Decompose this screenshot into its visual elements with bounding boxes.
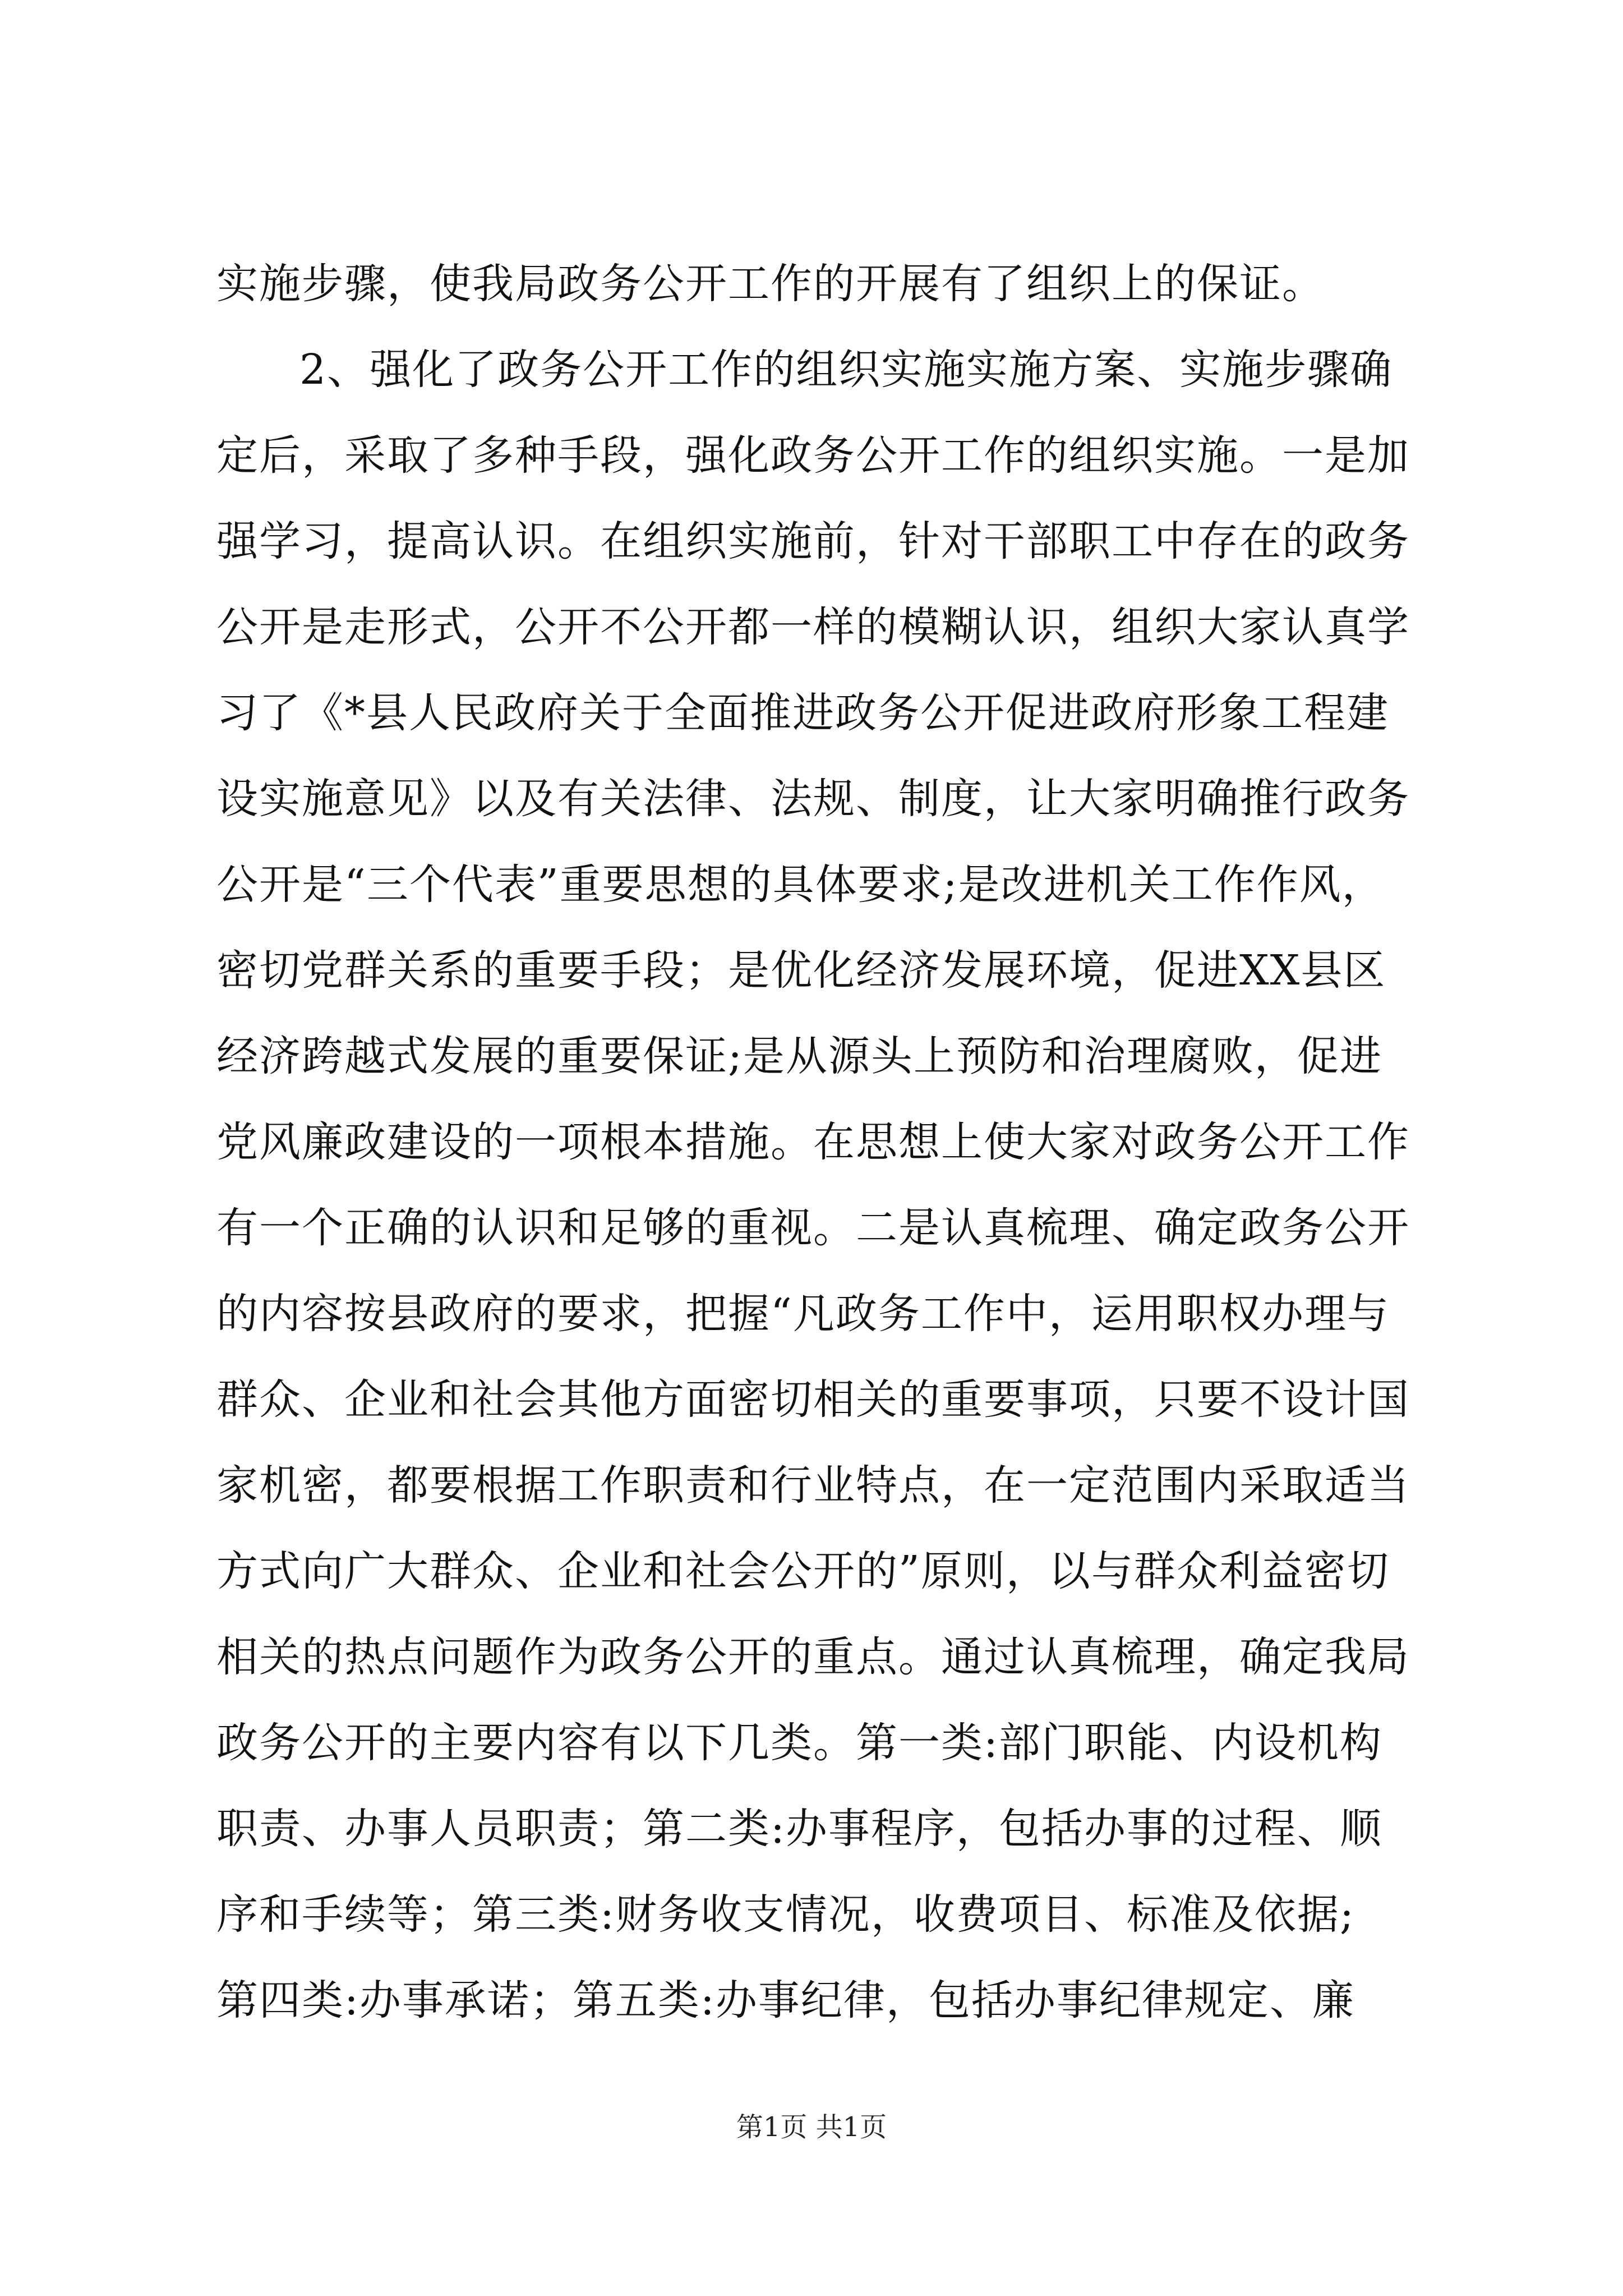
text-line: 有一个正确的认识和足够的重视。二是认真梳理、确定政务公开 xyxy=(216,1204,1410,1252)
text-line: 习了《*县人民政府关于全面推进政务公开促进政府形象工程建 xyxy=(216,689,1389,737)
text-line: 实施步骤，使我局政务公开工作的开展有了组织上的保证。 xyxy=(216,260,1325,308)
text-line: 的内容按县政府的要求，把握“凡政务工作中，运用职权办理与 xyxy=(216,1290,1390,1338)
text-line: 家机密，都要根据工作职责和行业特点，在一定范围内采取适当 xyxy=(216,1461,1410,1510)
text-line: 党风廉政建设的一项根本措施。在思想上使大家对政务公开工作 xyxy=(216,1118,1410,1166)
text-line: 政务公开的主要内容有以下几类。第一类:部门职能、内设机构 xyxy=(216,1719,1382,1767)
text-line: 设实施意见》以及有关法律、法规、制度，让大家明确推行政务 xyxy=(216,775,1410,823)
text-line: 群众、企业和社会其他方面密切相关的重要事项，只要不设计国 xyxy=(216,1375,1410,1424)
page-footer: 第1页 共1页 xyxy=(736,2111,887,2143)
text-line: 密切党群关系的重要手段；是优化经济发展环境，促进XX县区 xyxy=(216,946,1386,995)
text-line: 强学习，提高认识。在组织实施前，针对干部职工中存在的政务 xyxy=(216,517,1410,565)
text-line: 职责、办事人员职责；第二类:办事程序，包括办事的过程、顺 xyxy=(216,1805,1382,1853)
text-line: 经济跨越式发展的重要保证;是从源头上预防和治理腐败，促进 xyxy=(216,1032,1382,1080)
text-line: 方式向广大群众、企业和社会公开的”原则，以与群众利益密切 xyxy=(216,1547,1390,1595)
text-line: 序和手续等；第三类:财务收支情况，收费项目、标准及依据; xyxy=(216,1890,1355,1939)
text-line: 公开是“三个代表”重要思想的具体要求;是改进机关工作作风， xyxy=(216,861,1385,909)
body-text xyxy=(216,241,1422,2044)
text-line: 2、强化了政务公开工作的组织实施实施方案、实施步骤确 xyxy=(299,346,1393,394)
text-line: 公开是走形式，公开不公开都一样的模糊认识，组织大家认真学 xyxy=(216,603,1410,651)
text-line: 定后，采取了多种手段，强化政务公开工作的组织实施。一是加 xyxy=(216,431,1410,480)
text-line: 相关的热点问题作为政务公开的重点。通过认真梳理，确定我局 xyxy=(216,1633,1410,1681)
text-line: 第四类:办事承诺；第五类:办事纪律，包括办事纪律规定、廉 xyxy=(216,1976,1355,2024)
